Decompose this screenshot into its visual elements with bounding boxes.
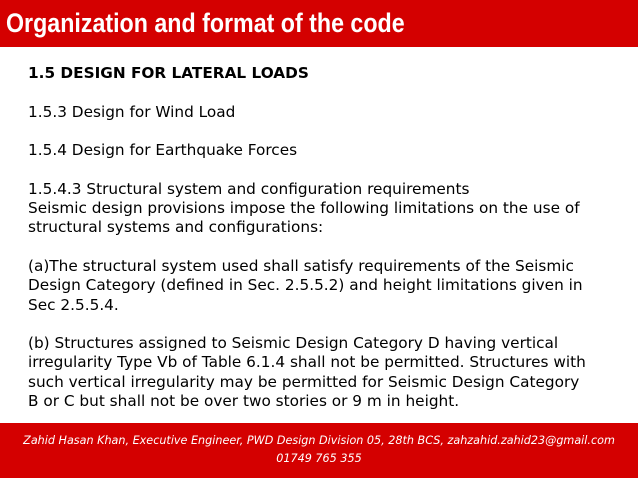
- footer-phone-line: 01749 765 355: [276, 452, 362, 465]
- subsection-title: 1.5.4.3 Structural system and configuration requirements: [28, 179, 470, 198]
- paragraph-a-line: (a)The structural system used shall satisfy requirements of the Seismic: [28, 256, 574, 275]
- slide-title: Organization and format of the code: [6, 8, 405, 38]
- intro-line: Seismic design provisions impose the following limitations on the use of: [28, 199, 580, 218]
- structural-system-paragraph: [28, 180, 632, 238]
- paragraph-b: [28, 334, 632, 411]
- paragraph-b-line: such vertical irregularity may be permitted for Seismic Design Category: [28, 372, 580, 391]
- footer-bar: [0, 423, 638, 478]
- paragraph-b-line: irregularity Type Vb of Table 6.1.4 shall not be permitted. Structures with: [28, 353, 586, 372]
- section-heading: 1.5 DESIGN FOR LATERAL LOADS: [28, 64, 309, 82]
- item-wind-load: 1.5.3 Design for Wind Load: [28, 102, 236, 121]
- paragraph-a-line: Sec 2.5.5.4.: [28, 295, 119, 314]
- paragraph-a-line: Design Category (defined in Sec. 2.5.5.2) and height limitations given in: [28, 276, 583, 295]
- paragraph-b-line: B or C but shall not be over two stories or 9 m in height.: [28, 392, 460, 411]
- footer-credits: [0, 432, 638, 468]
- item-earthquake-forces: 1.5.4 Design for Earthquake Forces: [28, 141, 298, 160]
- paragraph-b-line: (b) Structures assigned to Seismic Design Category D having vertical: [28, 334, 559, 353]
- footer-author-line: Zahid Hasan Khan, Executive Engineer, PWD Design Division 05, 28th BCS, zahzahid.zahid23@gmail.com: [23, 434, 615, 447]
- slide-content: [28, 64, 632, 411]
- title-bar: [0, 0, 638, 47]
- intro-line: structural systems and configurations:: [28, 218, 324, 237]
- paragraph-a: [28, 257, 632, 315]
